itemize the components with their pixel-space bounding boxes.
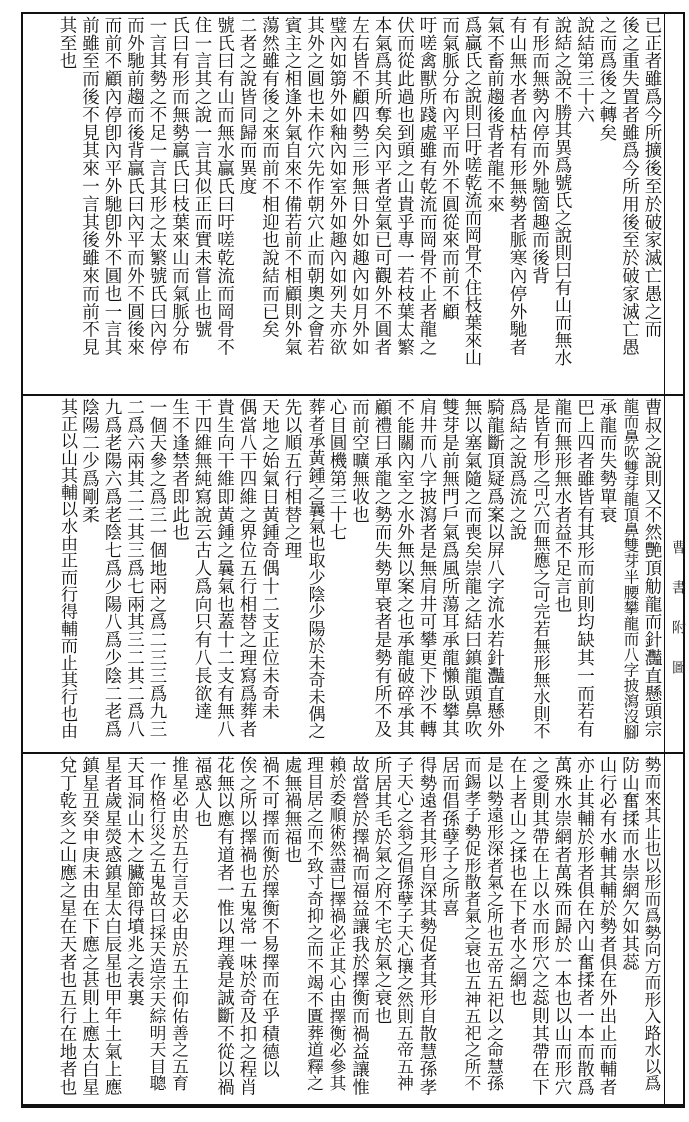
text-column: 爲贏氏之說則曰吁嗟乾流而岡骨不住枝葉來山 [462,16,482,366]
text-column: 心目圓機第三十七 [327,398,347,542]
text-column: 俟之所以擇禍也五鬼常一味於奇及扣之程肖 [237,756,257,1097]
text-column: 所居其毛於氣之府不宅於氣之衰也 [372,756,392,1025]
text-column: 天耳洞山木之臟節得墳兆之表裏 [124,756,145,1007]
text-column: 干四維無純寫說云古人爲向只有八長欲達 [192,398,212,721]
text-column: 住一言其之說一言其似正而實未嘗止也號 [192,16,212,339]
text-column: 理目居之而不致寸奇抑之而不竭不匱葬道釋之 [304,756,325,1092]
text-column: 子天心之翁之倡孫孽子天心攘之然則五帝五神 [394,756,415,1092]
text-column: 爲結之說爲流之說 [507,398,527,542]
text-column: 一言其勢之不足一言其形之太繁號氏曰內停 [147,16,167,357]
text-column: 無以塞氣隨之而喪矣崇龍之結曰鎮龍頭鼻吹 [462,398,482,739]
sidebar-character: 附 [670,620,686,634]
text-column: 而前空曠無收也 [349,398,370,524]
text-column: 是皆有形之可穴而無應之可完若無形無水則不 [529,398,550,740]
text-column: 山行必有水輔其輔於勢者俱在外出止而輔者 [597,756,617,1097]
text-column: 號氏曰有山而無水贏氏曰吁嗟乾流而岡骨不 [214,16,235,357]
band-divider-2 [21,752,685,754]
text-column: 璧內如篛外如釉內如室外如趣內如列夫亦欲 [327,16,347,357]
text-column: 在上者山之揉也在下者水之網也 [507,756,527,1007]
text-column: 後之重失置者雖爲今所用後至於破家滅亡愚 [619,16,640,357]
text-column: 是以勢遠形深者氣之所也五帝五祀以之命慧孫 [484,756,505,1092]
text-column: 先以順五行相替之理 [282,398,302,560]
text-column: 居而倡孫孽子之所喜 [439,756,460,918]
text-column: 蕩然雖有後之來而前不相迎也說結而已矣 [259,16,280,339]
text-column: 說結第三十六 [574,16,595,124]
text-column: 有形而無勢內停而外馳箇趣而後背 [529,16,550,285]
text-column: 勢而來其止也以形而爲勢向方而形入路水以爲 [642,756,662,1092]
text-column: 生不逢禁者即此也 [169,398,190,542]
text-column: 亦止其輔於形者俱在內山奮揉者一本而散爲 [574,756,595,1097]
text-column: 花無以應有道者一惟以理義是誠斷不從以禍 [214,756,235,1097]
bottom-border [21,1104,685,1108]
text-column: 福惑人也 [192,756,212,828]
text-column: 天地之始氣日黃鍾奇偶十二支正位未奇未 [259,398,280,721]
text-column: 防山奮揉而水崇網欠如其蕊 [619,756,640,971]
text-column: 得勢遠者其形自深其勢促者其形自散慧孫孝 [417,756,437,1097]
text-column: 不能關內室之水外無以案之也承龍破碎承其 [394,398,415,739]
text-column: 騎龍斷頂疑爲案以屏八字流水若針灩直懸外 [484,398,505,739]
text-column: 之而爲後之轉矣 [597,16,617,142]
text-column: 陰陽二少爲剛柔 [79,398,100,524]
text-column: 氏曰有形而無勢贏氏曰枝葉來山而氣脈分布 [169,16,190,357]
sidebar-character: 曹 [670,540,686,554]
text-column: 有山無水者血枯有形無勢者脈寒內停外馳者 [507,16,527,357]
text-column: 說結之說不勝其異爲號氏之說則曰有山而無水 [552,16,572,366]
text-column: 龍而無形無水者益不足言也 [552,398,572,613]
text-column: 推星必由於五行言天必由於五土仰佑善之五育 [169,756,190,1092]
text-column: 而前不顧內停卽內平外馳卽外不圓也一言其 [102,16,122,357]
text-column: 偶當八干四維之界位五行相替之理寫爲葬者 [237,398,257,739]
sidebar-character: 圖 [670,660,686,674]
text-column: 兌丁乾亥之山應之星在天者也五行在地者也 [57,756,77,1097]
text-column: 萬殊水崇網者萬殊而歸於一本也以山而形穴 [552,756,572,1097]
text-column: 承龍而失勢單衰 [597,398,617,524]
text-column: 其外之圓也未作穴先作朝穴止而朝奧之會若 [304,16,325,357]
text-column: 龍而鼻吹雙芽龍頂鼻雙芽半腰攀龍而八字披瀉沒腳 [621,398,640,740]
text-column: 鎮星丑癸申庚未由在下應之甚則上應太白星 [79,756,100,1097]
text-column: 而外馳前趨而後背贏氏曰內平而外不圓後來 [124,16,145,357]
page-edge-margin [664,12,686,1106]
text-column: 貴生向干維即黃鍾之曩氣也蓋十二支有無八 [214,398,235,739]
text-column: 賓主之相逢外氣自來不備若前不相顧則外氣 [282,16,302,357]
text-column: 吁嗟禽獸所踐處雖有乾流而岡骨不止者龍之 [417,16,437,357]
text-column: 顧禮曰承龍之勢而失勢單衰者是勢有所不及 [372,398,392,739]
text-column: 二者之說皆同歸而異度 [237,16,257,195]
text-column: 伏而從此過也到頭之山貴乎專一若枝葉太繁 [394,16,415,357]
text-column: 而錫孝子勢促形散者氣之衰也五神五祀之所不 [462,756,482,1092]
text-column: 一作格行災之五鬼故曰採天造宗天綜明天目聰 [147,756,167,1092]
text-column: 氣不畜前趨後背者龍不來 [484,16,505,213]
text-column: 之愛則其帶在上以水而形穴之蕊則其帶在下 [529,756,550,1097]
text-column: 本氣爲其所奪矣內平者堂氣已可觀外不圓者 [372,16,392,357]
text-column: 其正以山其輔以水由正而行得輔而止其行也由 [57,398,77,740]
text-column: 其至也 [57,16,77,70]
text-column: 禍不可擇而衡於擇衡不易擇而在乎積德以 [259,756,280,1079]
sidebar-character: 書 [670,580,686,594]
text-column: 曹叔之說則又不然艷頂觔龍而針灩直懸頭宗 [642,398,662,739]
text-column: 處無禍無福也 [282,756,302,864]
text-column: 雙芽是前無門戶氣爲風所蕩耳承龍懶臥攀其 [439,398,460,739]
text-column: 一個天參之爲三一個地兩之爲二三三爲九三 [147,398,167,739]
text-column: 賴於委順術然盡已擇禍必正其心由擇衡必參其 [327,756,347,1092]
text-column: 左右皆不顧四勢三形無日外如趣內如月外如 [349,16,370,357]
text-column: 巴上四者雖皆有其形而前則均缺其一而若有 [574,398,595,739]
text-column: 二爲六兩其二二其三爲七兩其三二其二爲八 [124,398,145,739]
text-column: 前雖至而後不見其來一言其後雖來而前不見 [79,16,100,357]
text-column: 葬者承黃鍾之曩氣也取少陰少陽於未奇未偶之 [304,398,325,740]
text-column: 九爲老陽六爲老陰七爲少陽八爲少陰二老爲 [102,398,122,739]
text-column: 星者歲星熒惑鎮星太白辰星也甲年土氣上應 [102,756,122,1097]
text-column: 而氣脈分布內平而外不圓從來而前不顧 [439,16,460,321]
band-divider-1 [21,394,685,396]
text-column: 故當營於擇禍而福益讓我於擇衡而禍益讓惟 [349,756,370,1097]
text-column: 已正者雖爲今所擴後至於破家滅亡愚之而 [642,16,662,339]
text-column: 肩井而八字披瀉者是無肩井可攀更下沙不轉 [417,398,437,739]
